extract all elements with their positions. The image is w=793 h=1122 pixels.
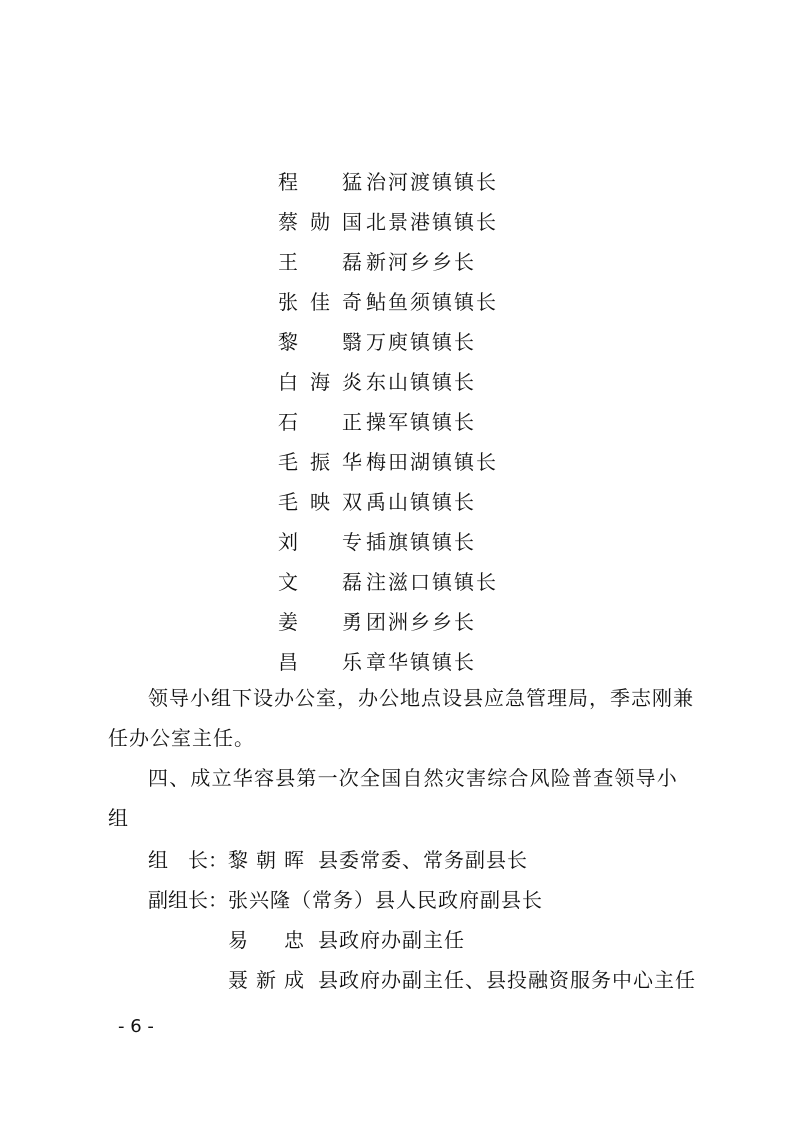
member-name: 文 磊 xyxy=(278,569,362,594)
member-row xyxy=(278,640,638,680)
member-name: 蔡勋国 xyxy=(278,209,362,234)
member-role: 禹山镇镇长 xyxy=(366,489,476,514)
member-role: 团洲乡乡长 xyxy=(366,609,476,634)
member-role: 北景港镇镇长 xyxy=(366,209,498,234)
group-leader-colon: ： xyxy=(208,847,228,872)
deputy-leader-row xyxy=(148,918,748,958)
member-role: 章华镇镇长 xyxy=(366,649,476,674)
member-role: 插旗镇镇长 xyxy=(366,529,476,554)
member-name: 程 猛 xyxy=(278,169,362,194)
deputy-leader-name: 易 忠 xyxy=(228,927,304,952)
member-row xyxy=(278,280,638,320)
member-name: 白海炎 xyxy=(278,369,362,394)
group-leader-row xyxy=(148,838,748,878)
deputy-leader-row xyxy=(148,878,748,918)
member-name: 王 磊 xyxy=(278,249,362,274)
member-row xyxy=(278,560,638,600)
member-row xyxy=(278,600,638,640)
deputy-leader-row xyxy=(148,958,748,998)
office-paragraph: 领导小组下设办公室，办公地点设县应急管理局，季志刚兼任办公室主任。 xyxy=(108,686,694,750)
member-row xyxy=(278,200,638,240)
member-row xyxy=(278,480,638,520)
member-name: 毛映双 xyxy=(278,489,362,514)
member-role: 鲇鱼须镇镇长 xyxy=(366,289,498,314)
member-name: 姜 勇 xyxy=(278,609,362,634)
deputy-leader-name: 聂新成 xyxy=(228,967,304,992)
member-row xyxy=(278,400,638,440)
deputy-leader-first: 张兴隆（常务）县人民政府副县长 xyxy=(228,887,543,912)
deputy-leader-role: 县政府办副主任、县投融资服务中心主任 xyxy=(318,967,696,992)
member-role: 操军镇镇长 xyxy=(366,409,476,434)
leadership-list xyxy=(148,838,748,998)
group-leader-title: 组 长 xyxy=(148,847,208,872)
member-name: 石 正 xyxy=(278,409,362,434)
member-name: 刘 专 xyxy=(278,529,362,554)
member-row xyxy=(278,360,638,400)
deputy-leader-role: 县政府办副主任 xyxy=(318,927,465,952)
group-leader-name: 黎朝晖 xyxy=(228,847,304,872)
member-role: 注滋口镇镇长 xyxy=(366,569,498,594)
member-name: 昌 乐 xyxy=(278,649,362,674)
page-number: - 6 - xyxy=(118,1016,154,1037)
member-role: 万庾镇镇长 xyxy=(366,329,476,354)
member-row xyxy=(278,320,638,360)
member-row xyxy=(278,240,638,280)
member-role: 东山镇镇长 xyxy=(366,369,476,394)
member-row xyxy=(278,160,638,200)
member-name: 黎 翳 xyxy=(278,329,362,354)
deputy-leader-label: 副组长： xyxy=(148,887,228,912)
section-heading: 四、成立华容县第一次全国自然灾害综合风险普查领导小组 xyxy=(108,766,678,830)
member-name: 毛振华 xyxy=(278,449,362,474)
member-name: 张佳奇 xyxy=(278,289,362,314)
member-role: 新河乡乡长 xyxy=(366,249,476,274)
member-row xyxy=(278,440,638,480)
member-role: 治河渡镇镇长 xyxy=(366,169,498,194)
group-leader-role: 县委常委、常务副县长 xyxy=(318,847,528,872)
member-row xyxy=(278,520,638,560)
member-role: 梅田湖镇镇长 xyxy=(366,449,498,474)
member-list xyxy=(278,160,638,680)
